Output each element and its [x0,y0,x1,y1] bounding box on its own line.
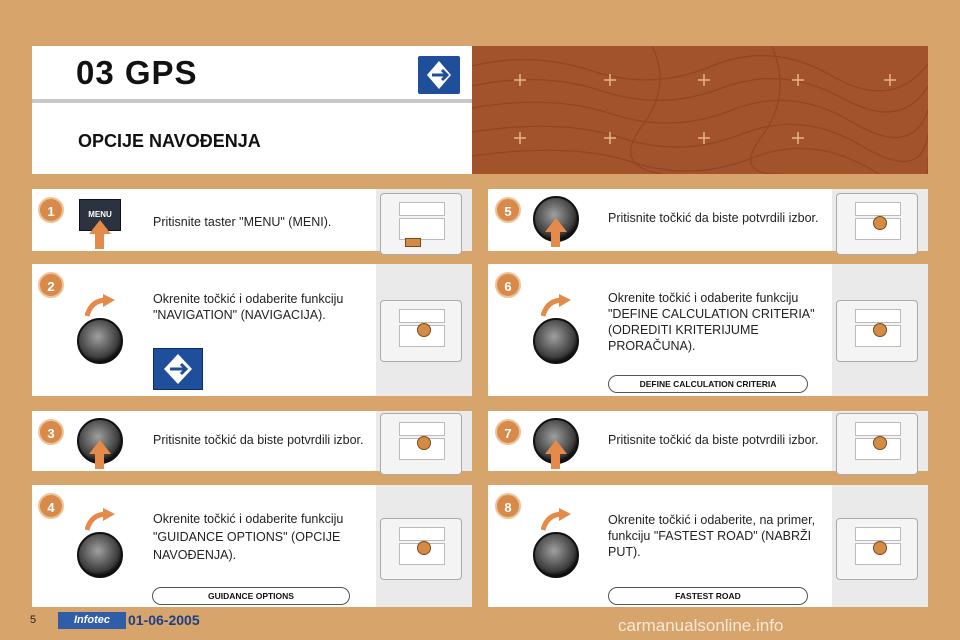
step-number-badge: 3 [38,419,64,445]
press-arrow-icon [545,440,567,454]
press-arrow-icon [545,218,567,232]
press-arrow-stem [551,231,560,247]
press-arrow-icon [89,220,111,234]
display-option-pill: GUIDANCE OPTIONS [152,587,350,605]
rotate-arrow-icon [541,508,571,532]
rotate-knob-icon [533,532,579,578]
step-text: Pritisnite taster "MENU" (MENI). [153,215,332,229]
step-number-badge: 5 [495,197,521,223]
navigation-icon [418,56,460,94]
radio-unit-icon [836,193,918,255]
radio-unit-icon [836,300,918,362]
rotate-knob-icon [533,318,579,364]
display-option-pill: FASTEST ROAD [608,587,808,605]
step-number-badge: 8 [495,493,521,519]
step-text: Pritisnite točkić da biste potvrdili izbor. [153,433,364,447]
step-text: Pritisnite točkić da biste potvrdili izbor. [608,433,819,447]
rotate-knob-icon [77,318,123,364]
step-text: Okrenite točkić i odaberite funkciju "GUIDANCE OPTIONS" (OPCIJE NAVOĐENJA). [153,512,344,562]
step-number-badge: 2 [38,272,64,298]
navigation-icon [153,348,203,390]
watermark: carmanualsonline.info [618,616,784,635]
step-number-badge: 1 [38,197,64,223]
step-text: Pritisnite točkić da biste potvrdili izbor. [608,211,819,225]
radio-unit-icon [380,193,462,255]
display-option-pill: DEFINE CALCULATION CRITERIA [608,375,808,393]
step-number-badge: 4 [38,493,64,519]
rotate-arrow-icon [85,294,115,318]
step-text: Okrenite točkić i odaberite funkciju "DEFINE CALCULATION CRITERIA" (ODREDITI KRITERIJUME PRORAČUNA). [608,291,815,353]
press-arrow-stem [95,453,104,469]
radio-unit-icon [380,300,462,362]
header-divider [32,99,472,103]
page-number: 5 [30,614,37,626]
topographic-map-pattern [472,46,928,174]
press-arrow-icon [89,440,111,454]
radio-unit-icon [380,518,462,580]
infotec-logo: Infotec [58,612,126,629]
edition-date: 01-06-2005 [128,612,200,628]
step-number-badge: 6 [495,272,521,298]
step-number-badge: 7 [495,419,521,445]
radio-unit-icon [836,518,918,580]
press-arrow-stem [95,233,104,249]
page-title: 03 GPS [76,54,198,91]
radio-unit-icon [836,413,918,475]
rotate-arrow-icon [541,294,571,318]
header-map-decoration [472,46,928,174]
rotate-knob-icon [77,532,123,578]
radio-unit-icon [380,413,462,475]
rotate-arrow-icon [85,508,115,532]
menu-button-icon: MENU [79,199,121,231]
step-text: Okrenite točkić i odaberite funkciju "NAVIGATION" (NAVIGACIJA). [153,292,344,322]
press-arrow-stem [551,453,560,469]
section-subtitle: OPCIJE NAVOĐENJA [78,131,261,151]
step-text: Okrenite točkić i odaberite, na primer, funkciju "FASTEST ROAD" (NABRŽI PUT). [608,513,816,559]
